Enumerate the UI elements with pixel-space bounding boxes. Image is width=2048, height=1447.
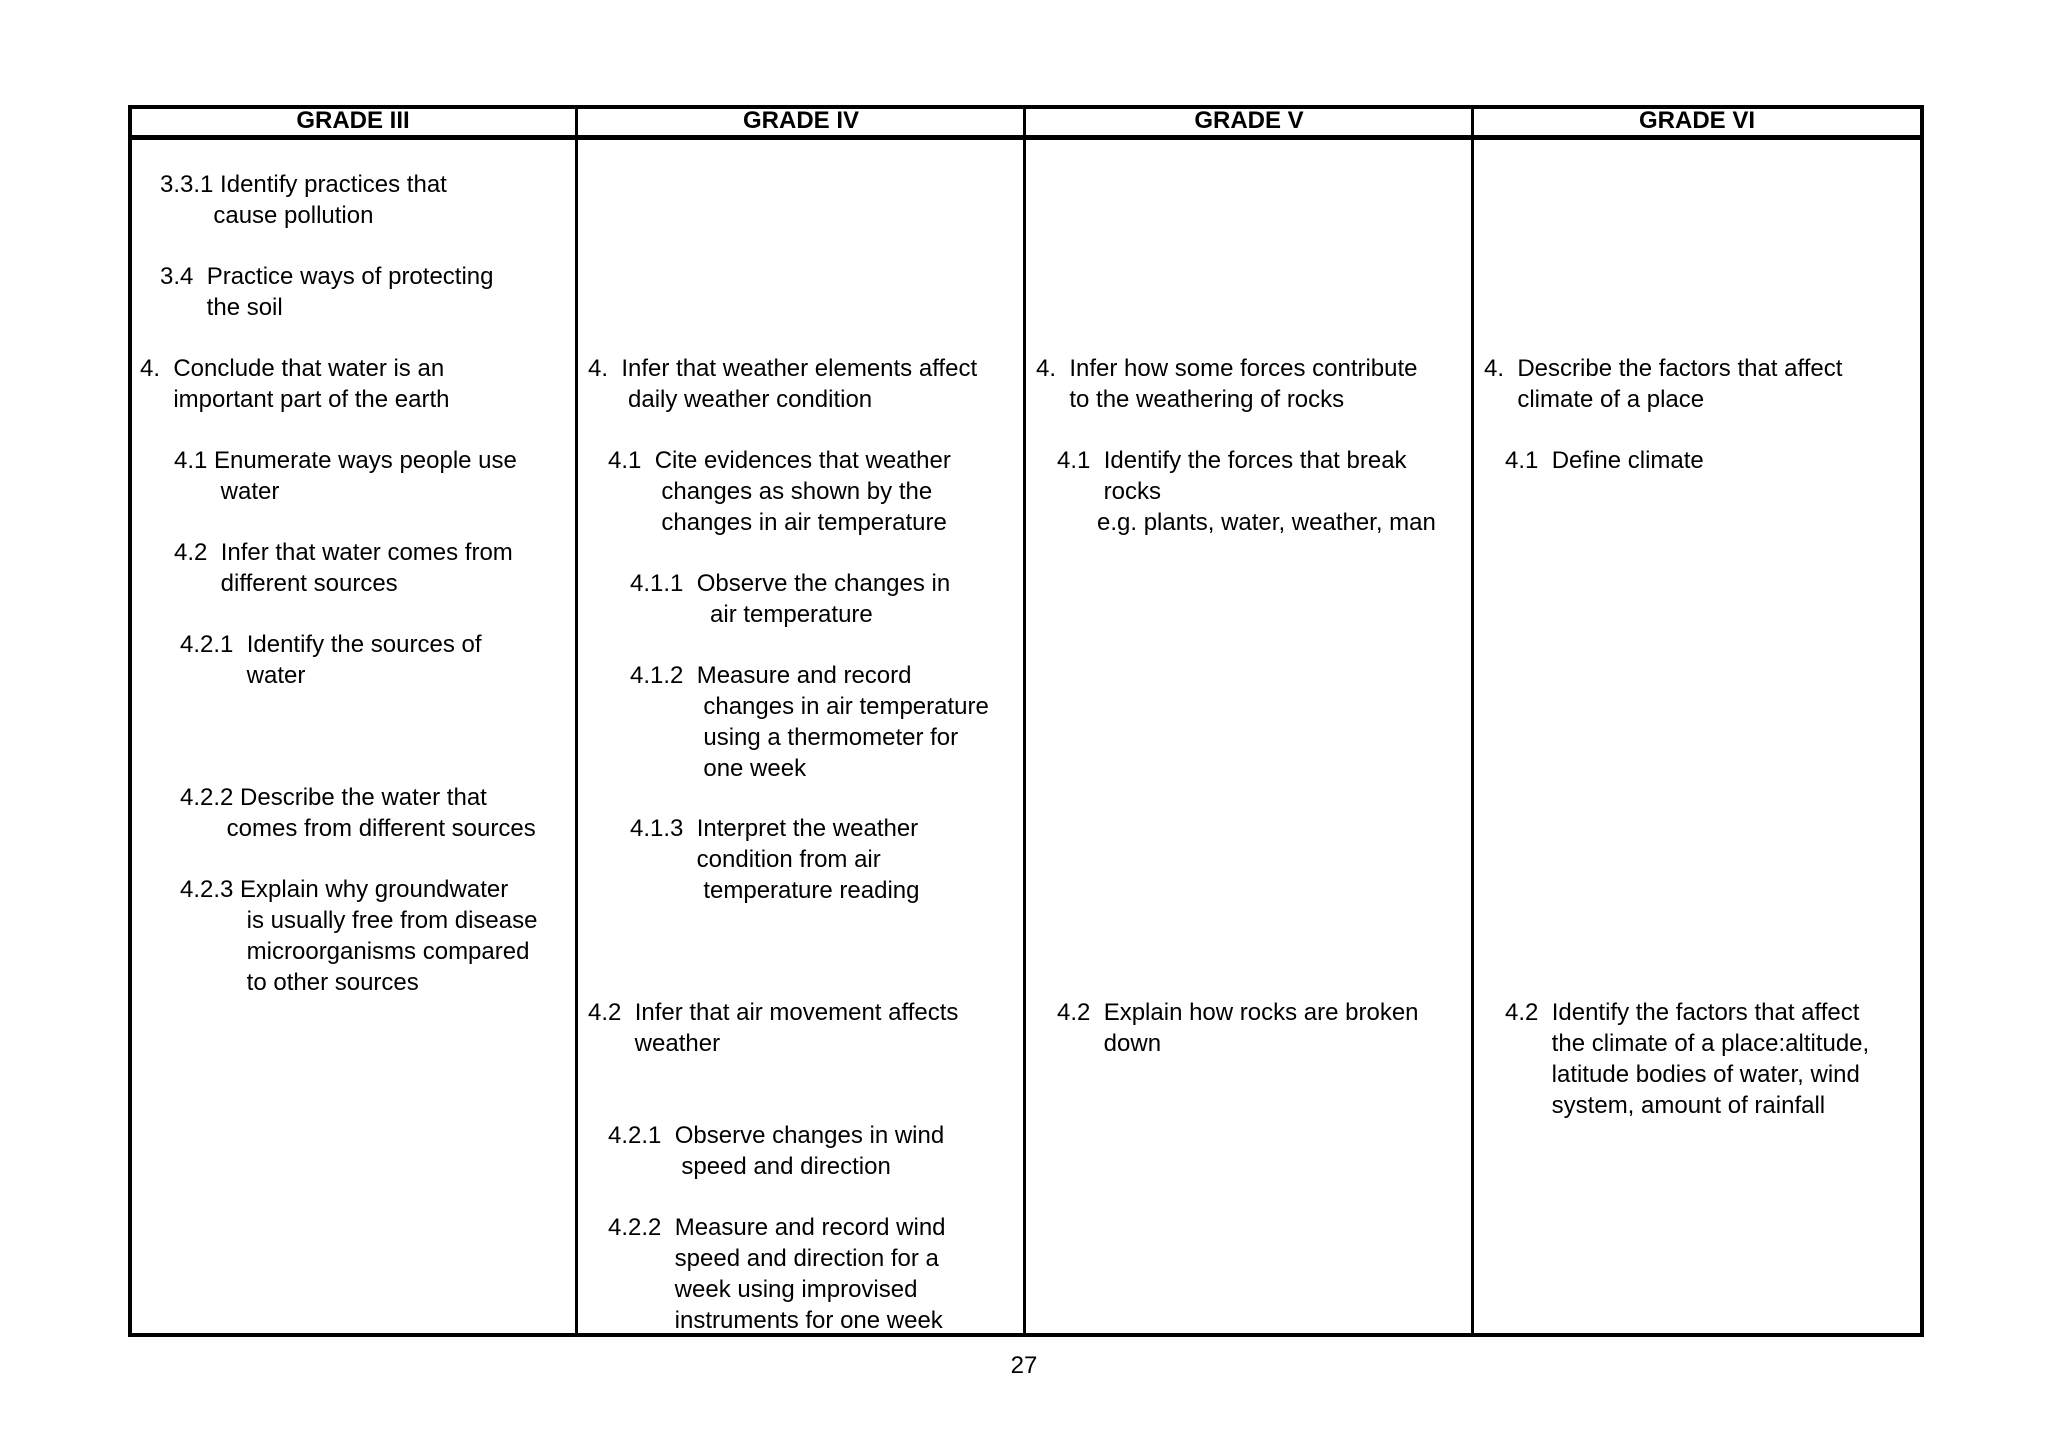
grade4-item: 4.1.2 Measure and record changes in air temperature using a thermometer for one week [630, 662, 989, 782]
grade3-item: 4.2.1 Identify the sources of water [180, 631, 482, 689]
grade4-item: 4.1.3 Interpret the weather condition from air temperature reading [630, 815, 920, 904]
grade3-item: 4.1 Enumerate ways people use water [174, 447, 517, 505]
column-divider [1023, 105, 1026, 1337]
header-grade-v: GRADE V [1194, 107, 1304, 134]
page-number: 27 [1010, 1352, 1038, 1379]
column-divider [575, 105, 578, 1337]
grade4-item: 4.2.2 Measure and record wind speed and direction for a week using improvised instruments for one week [608, 1214, 946, 1334]
grade6-item: 4. Describe the factors that affect climate of a place [1484, 355, 1843, 413]
grade5-item: 4.1 Identify the forces that break rocks e.g. plants, water, weather, man [1057, 447, 1436, 536]
grade3-item: 3.4 Practice ways of protecting the soil [160, 263, 494, 321]
grade3-item: 4.2.2 Describe the water that comes from different sources [180, 784, 536, 842]
header-grade-vi: GRADE VI [1638, 107, 1755, 134]
grade4-item: 4.2.1 Observe changes in wind speed and direction [608, 1122, 945, 1180]
grade3-item: 4.2 Infer that water comes from different sources [174, 539, 513, 597]
grade6-item: 4.2 Identify the factors that affect the climate of a place:altitude, latitude bodies of water, wind system, amount of rainfall [1505, 999, 1870, 1119]
grade4-item: 4.1 Cite evidences that weather changes as shown by the changes in air temperature [608, 447, 951, 536]
grade4-item: 4.1.1 Observe the changes in air temperature [630, 570, 951, 628]
header-grade-iv: GRADE IV [742, 107, 859, 134]
grade3-item: 4.2.3 Explain why groundwater is usually free from disease microorganisms compared to other sources [180, 876, 538, 996]
grade6-item: 4.1 Define climate [1505, 447, 1704, 474]
grade5-item: 4. Infer how some forces contribute to the weathering of rocks [1036, 355, 1418, 413]
grade5-item: 4.2 Explain how rocks are broken down [1057, 999, 1419, 1057]
header-grade-iii: GRADE III [296, 107, 410, 134]
grade3-item: 3.3.1 Identify practices that cause pollution [160, 171, 447, 229]
column-divider [1471, 105, 1474, 1337]
grade4-item: 4. Infer that weather elements affect daily weather condition [588, 355, 978, 413]
grade4-item: 4.2 Infer that air movement affects weather [588, 999, 959, 1057]
grade3-item: 4. Conclude that water is an important part of the earth [140, 355, 450, 413]
